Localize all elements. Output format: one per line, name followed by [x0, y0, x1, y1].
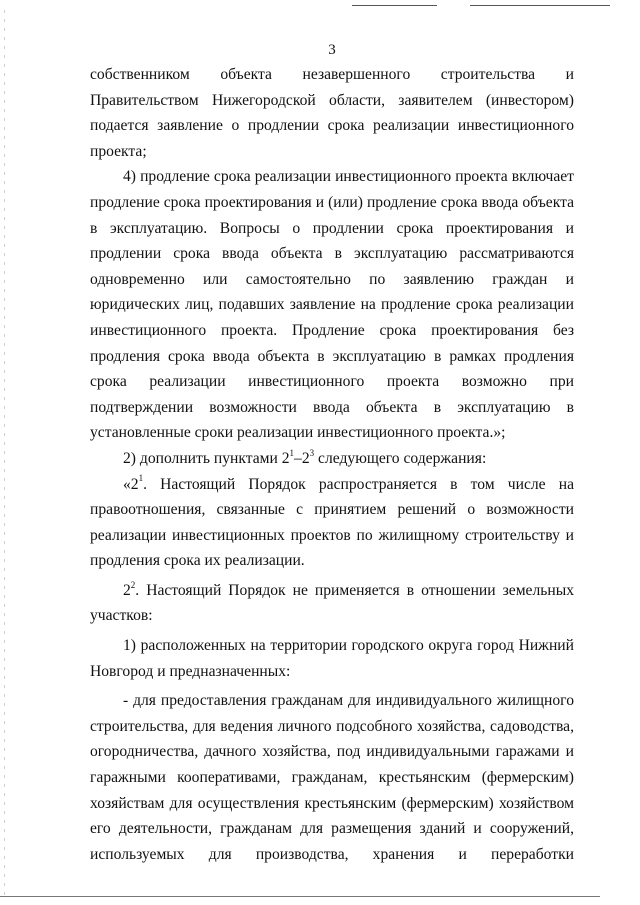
clause-text: . Настоящий Порядок распространяется в том числе на правоотношения, связанные с принятием решений о возможности реализации инвестиционных проектов по жилищному строительству и продления срока их реализации. [90, 475, 574, 570]
amendment-prefix: 2) дополнить пунктами 2 [123, 449, 290, 467]
amendment-range: –2 [294, 449, 310, 467]
paragraph-subitem-1: 1) расположенных на территории городского округа город Нижний Новгород и предназначенных: [90, 637, 574, 680]
paragraph-2-2 [90, 578, 574, 629]
page-number: 3 [328, 42, 336, 58]
document-body [90, 62, 574, 867]
scan-edge-left [4, 10, 5, 895]
superscript-3: 3 [309, 447, 315, 458]
clause-number: 2 [123, 581, 131, 599]
clause-number: «2 [123, 475, 139, 493]
superscript-1: 1 [289, 447, 295, 458]
scan-edge-bottom [0, 896, 600, 897]
clause-superscript: 2 [130, 579, 136, 590]
paragraph-item-4: 4) продление срока реализации инвестиционного проекта включает продление срока проектирования и (или) продление срока ввода объекта в эксплуатацию. Вопросы о продлении срока проектирования и продлении срока ввода объекта в эксплуатацию рассматриваются одновременно или самостоятельно по заявлению граждан и юридических лиц, подавших заявление на продление срока реализации инвестиционного проекта. Продление срока проектирования без продления срока ввода объекта в эксплуатацию в рамках продления срока реализации инвестиционного проекта возможно при подтверждении возможности ввода объекта в эксплуатацию в установленные сроки реализации инвестиционного проекта.»; [90, 168, 574, 442]
clause-superscript: 1 [138, 473, 144, 484]
clause-text: . Настоящий Порядок не применяется в отношении земельных участков: [90, 581, 574, 625]
paragraph-2-1 [90, 472, 574, 574]
paragraph-amendment-2 [90, 446, 574, 472]
scan-edge-top-left [352, 5, 437, 6]
paragraph-dash-item: - для предоставления гражданам для индивидуального жилищного строительства, для ведения личного подсобного хозяйства, садоводства, огородничества, дачного хозяйства, под индивидуальными гаражами и гаражными кооперативами, гражданам, крестьянским (фермерским) хозяйствам для осуществления крестьянским (фермерским) хозяйством его деятельности, гражданам для размещения зданий и сооружений, используемых для производства, хранения и переработки [90, 692, 574, 863]
paragraph-continuation: собственником объекта незавершенного строительства и Правительством Нижегородской области, заявителем (инвестором) подается заявление о продлении срока реализации инвестиционного проекта; [90, 66, 574, 160]
scan-edge-top-right [470, 5, 610, 6]
amendment-suffix: следующего содержания: [314, 449, 487, 467]
